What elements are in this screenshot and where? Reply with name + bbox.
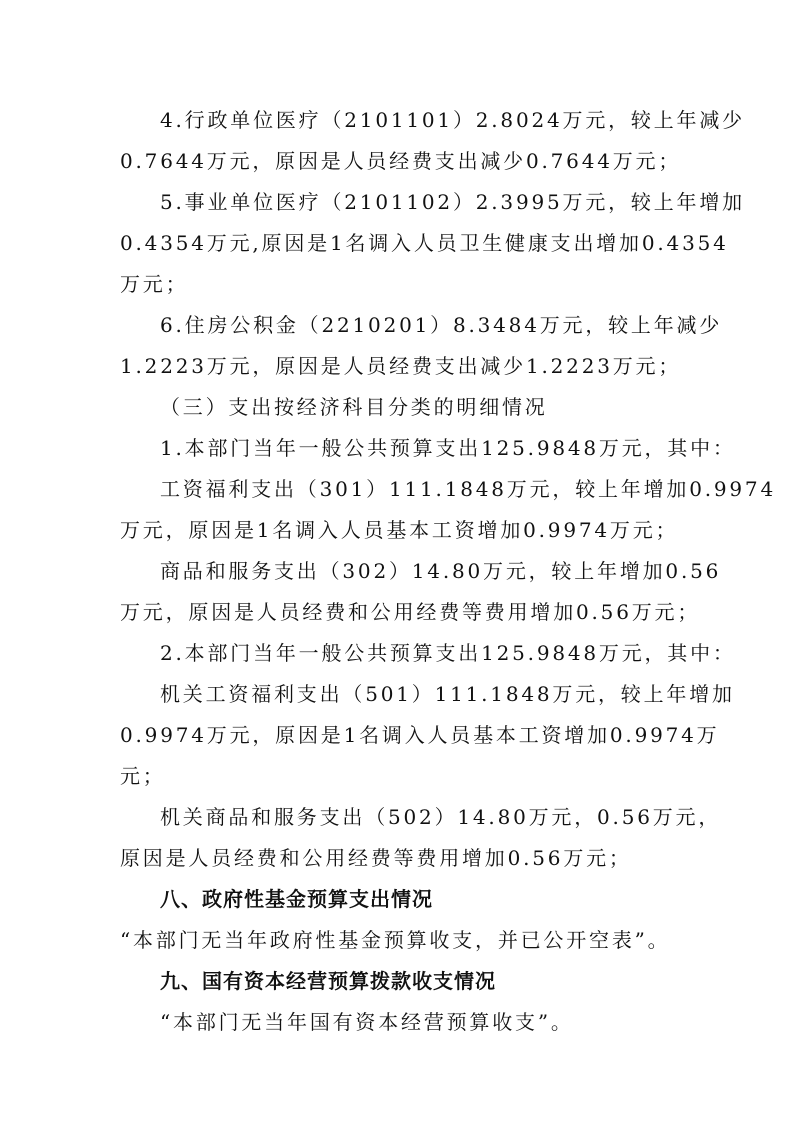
item-1-line-1: 1.本部门当年一般公共预算支出125.9848万元，其中：	[160, 436, 736, 460]
item-6-line-1: 6.住房公积金（2210201）8.3484万元，较上年减少	[160, 313, 723, 337]
section-8-title: 八、政府性基金预算支出情况	[160, 887, 433, 911]
item-1-line-3: 万元，原因是1名调入人员基本工资增加0.9974万元；	[120, 518, 679, 542]
section-8-text: “本部门无当年政府性基金预算收支，并已公开空表”。	[120, 928, 671, 952]
item-2-line-4: 元；	[120, 764, 166, 788]
item-5-line-3: 万元；	[120, 272, 189, 296]
item-2-line-2: 机关工资福利支出（501）111.1848万元，较上年增加	[160, 682, 735, 706]
item-2-line-6: 原因是人员经费和公用经费等费用增加0.56万元；	[120, 846, 632, 870]
item-4-line-2: 0.7644万元，原因是人员经费支出减少0.7644万元；	[120, 149, 682, 173]
item-4-line-1: 4.行政单位医疗（2101101）2.8024万元，较上年减少	[160, 108, 745, 132]
section-9-text: “本部门无当年国有资本经营预算收支”。	[160, 1010, 574, 1034]
item-2-line-3: 0.9974万元，原因是1名调入人员基本工资增加0.9974万	[120, 723, 720, 747]
item-2-line-1: 2.本部门当年一般公共预算支出125.9848万元，其中：	[160, 641, 736, 665]
item-2-line-5: 机关商品和服务支出（502）14.80万元，0.56万元，	[160, 805, 722, 829]
item-1-line-4: 商品和服务支出（302）14.80万元，较上年增加0.56	[160, 559, 722, 583]
subsection-3-title: （三）支出按经济科目分类的明细情况	[160, 395, 548, 419]
item-1-line-2: 工资福利支出（301）111.1848万元，较上年增加0.9974	[160, 477, 776, 501]
section-9-title: 九、国有资本经营预算拨款收支情况	[160, 969, 496, 993]
item-1-line-5: 万元，原因是人员经费和公用经费等费用增加0.56万元；	[120, 600, 701, 624]
item-5-line-1: 5.事业单位医疗（2101102）2.3995万元，较上年增加	[160, 190, 745, 214]
item-5-line-2: 0.4354万元,原因是1名调入人员卫生健康支出增加0.4354	[120, 231, 729, 255]
item-6-line-2: 1.2223万元，原因是人员经费支出减少1.2223万元；	[120, 354, 682, 378]
